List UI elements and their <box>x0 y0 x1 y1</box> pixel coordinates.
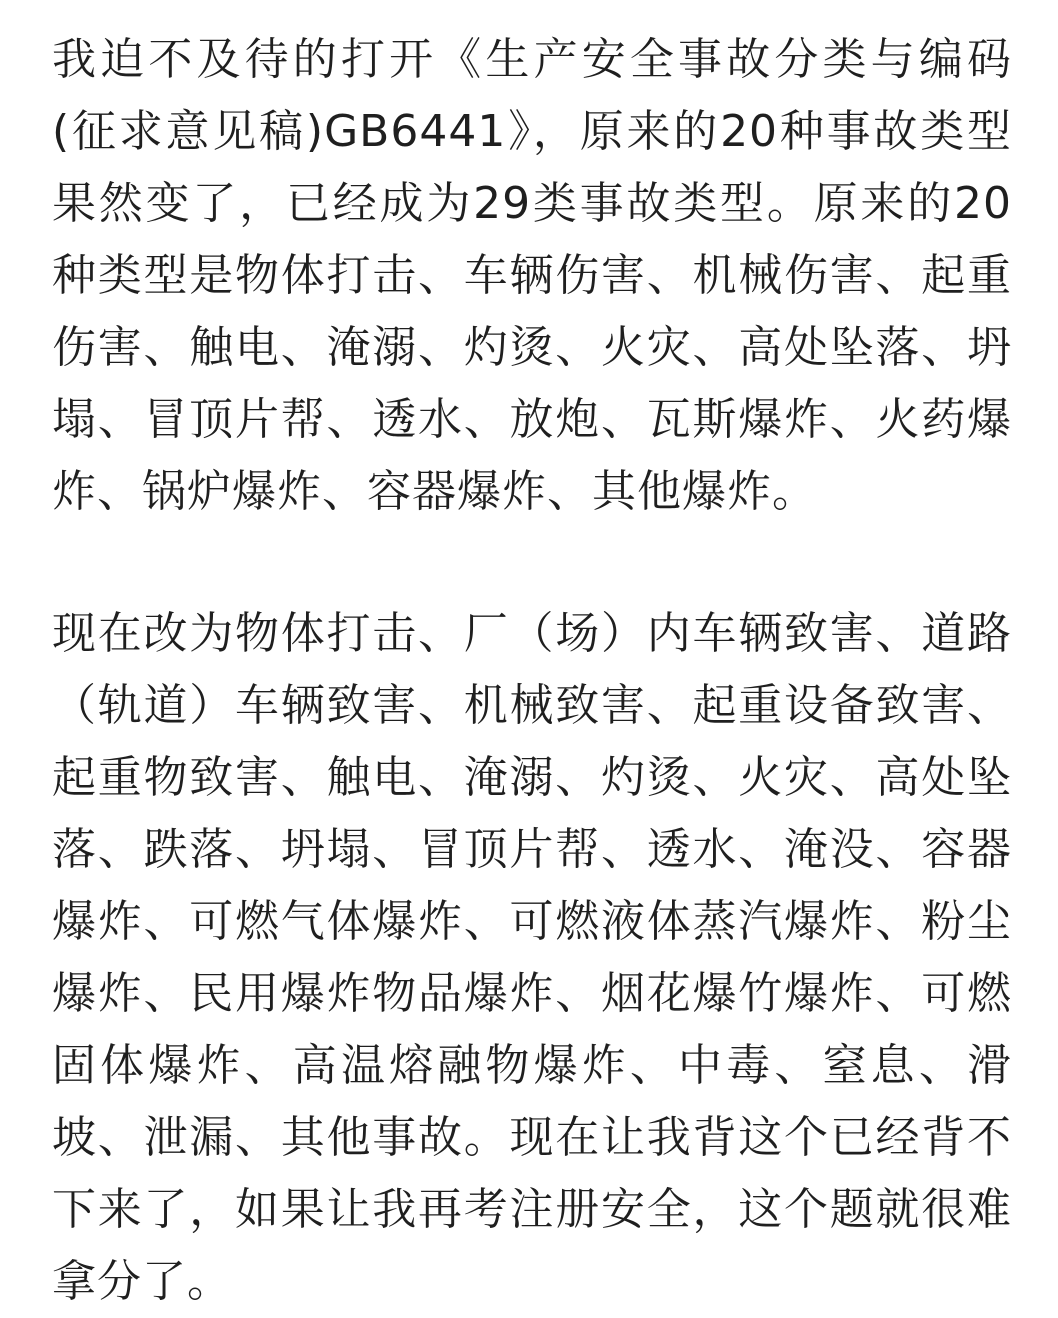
paragraph-old-accident-types: 我迫不及待的打开《生产安全事故分类与编码(征求意见稿)GB6441》，原来的20种事故类型果然变了，已经成为29类事故类型。原来的20种类型是物体打击、车辆伤害、机械伤害、起重伤害、触电、淹溺、灼烫、火灾、高处坠落、坍塌、冒顶片帮、透水、放炮、瓦斯爆炸、火药爆炸、锅炉爆炸、容器爆炸、其他爆炸。 <box>52 34 1012 517</box>
paragraph-new-accident-types: 现在改为物体打击、厂（场）内车辆致害、道路（轨道）车辆致害、机械致害、起重设备致害、起重物致害、触电、淹溺、灼烫、火灾、高处坠落、跌落、坍塌、冒顶片帮、透水、淹没、容器爆炸、可燃气体爆炸、可燃液体蒸汽爆炸、粉尘爆炸、民用爆炸物品爆炸、烟花爆竹爆炸、可燃固体爆炸、高温熔融物爆炸、中毒、窒息、滑坡、泄漏、其他事故。现在让我背这个已经背不下来了，如果让我再考注册安全，这个题就很难拿分了。 <box>52 608 1012 1307</box>
article-body <box>52 24 1012 1318</box>
